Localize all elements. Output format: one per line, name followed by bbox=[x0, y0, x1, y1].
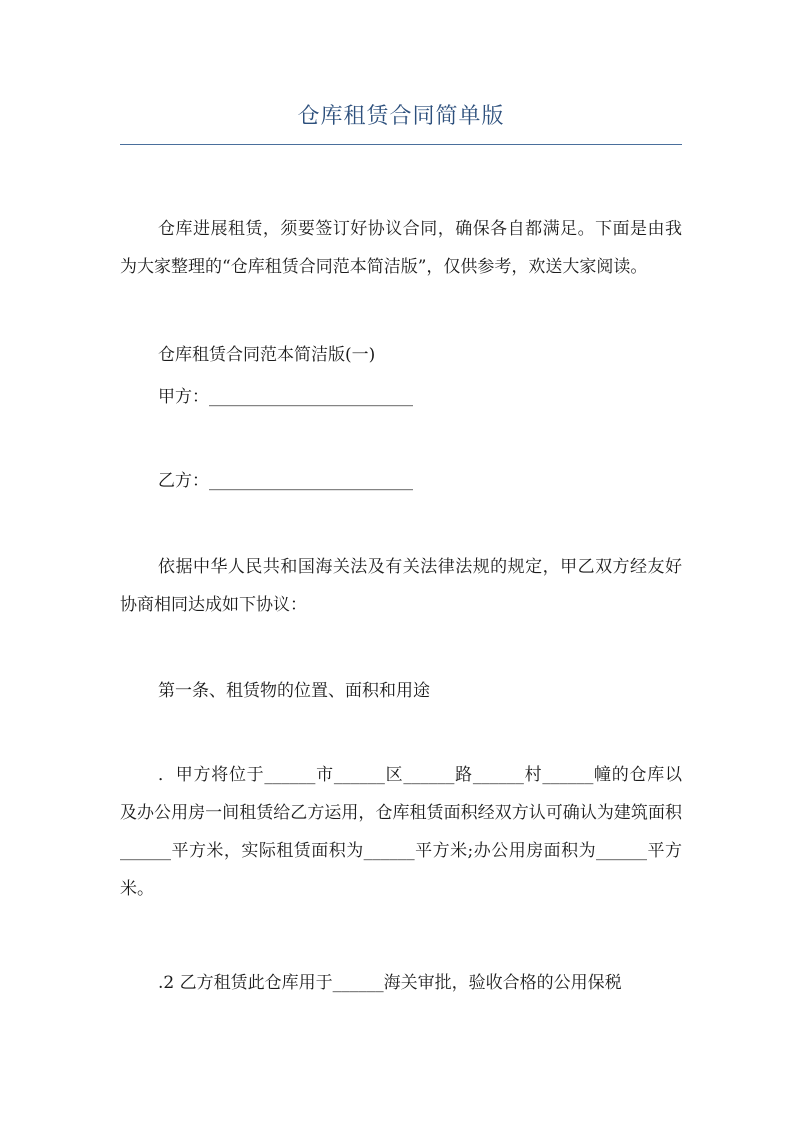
paragraph-article-1: 第一条、租赁物的位置、面积和用途 bbox=[158, 681, 430, 701]
paragraph-clause-1-2: .2 乙方租赁此仓库用于______海关审批，验收合格的公用保税 bbox=[158, 973, 622, 993]
paragraph-party-a: 甲方：________________________ bbox=[158, 387, 413, 407]
document-title: 仓库租赁合同简单版 bbox=[297, 104, 505, 129]
paragraph-intro: 仓库进展租赁，须要签订好协议合同，确保各自都满足。下面是由我为大家整理的“仓库租赁合同范本简洁版”，仅供参考，欢送大家阅读。 bbox=[120, 219, 682, 277]
title-divider bbox=[120, 144, 682, 145]
paragraph-party-b: 乙方：________________________ bbox=[158, 471, 413, 491]
paragraph-basis: 依据中华人民共和国海关法及有关法律法规的规定，甲乙双方经友好协商相同达成如下协议： bbox=[120, 557, 682, 615]
paragraph-clause-1-1: ．甲方将位于______市______区______路______村______幢的仓库以及办公用房一间租赁给乙方运用，仓库租赁面积经双方认可确认为建筑面积______平方米，实际租赁面积为______平方米;办公用房面积为______平方米。 bbox=[120, 765, 682, 899]
paragraph-subtitle: 仓库租赁合同范本简洁版(一) bbox=[158, 345, 376, 365]
